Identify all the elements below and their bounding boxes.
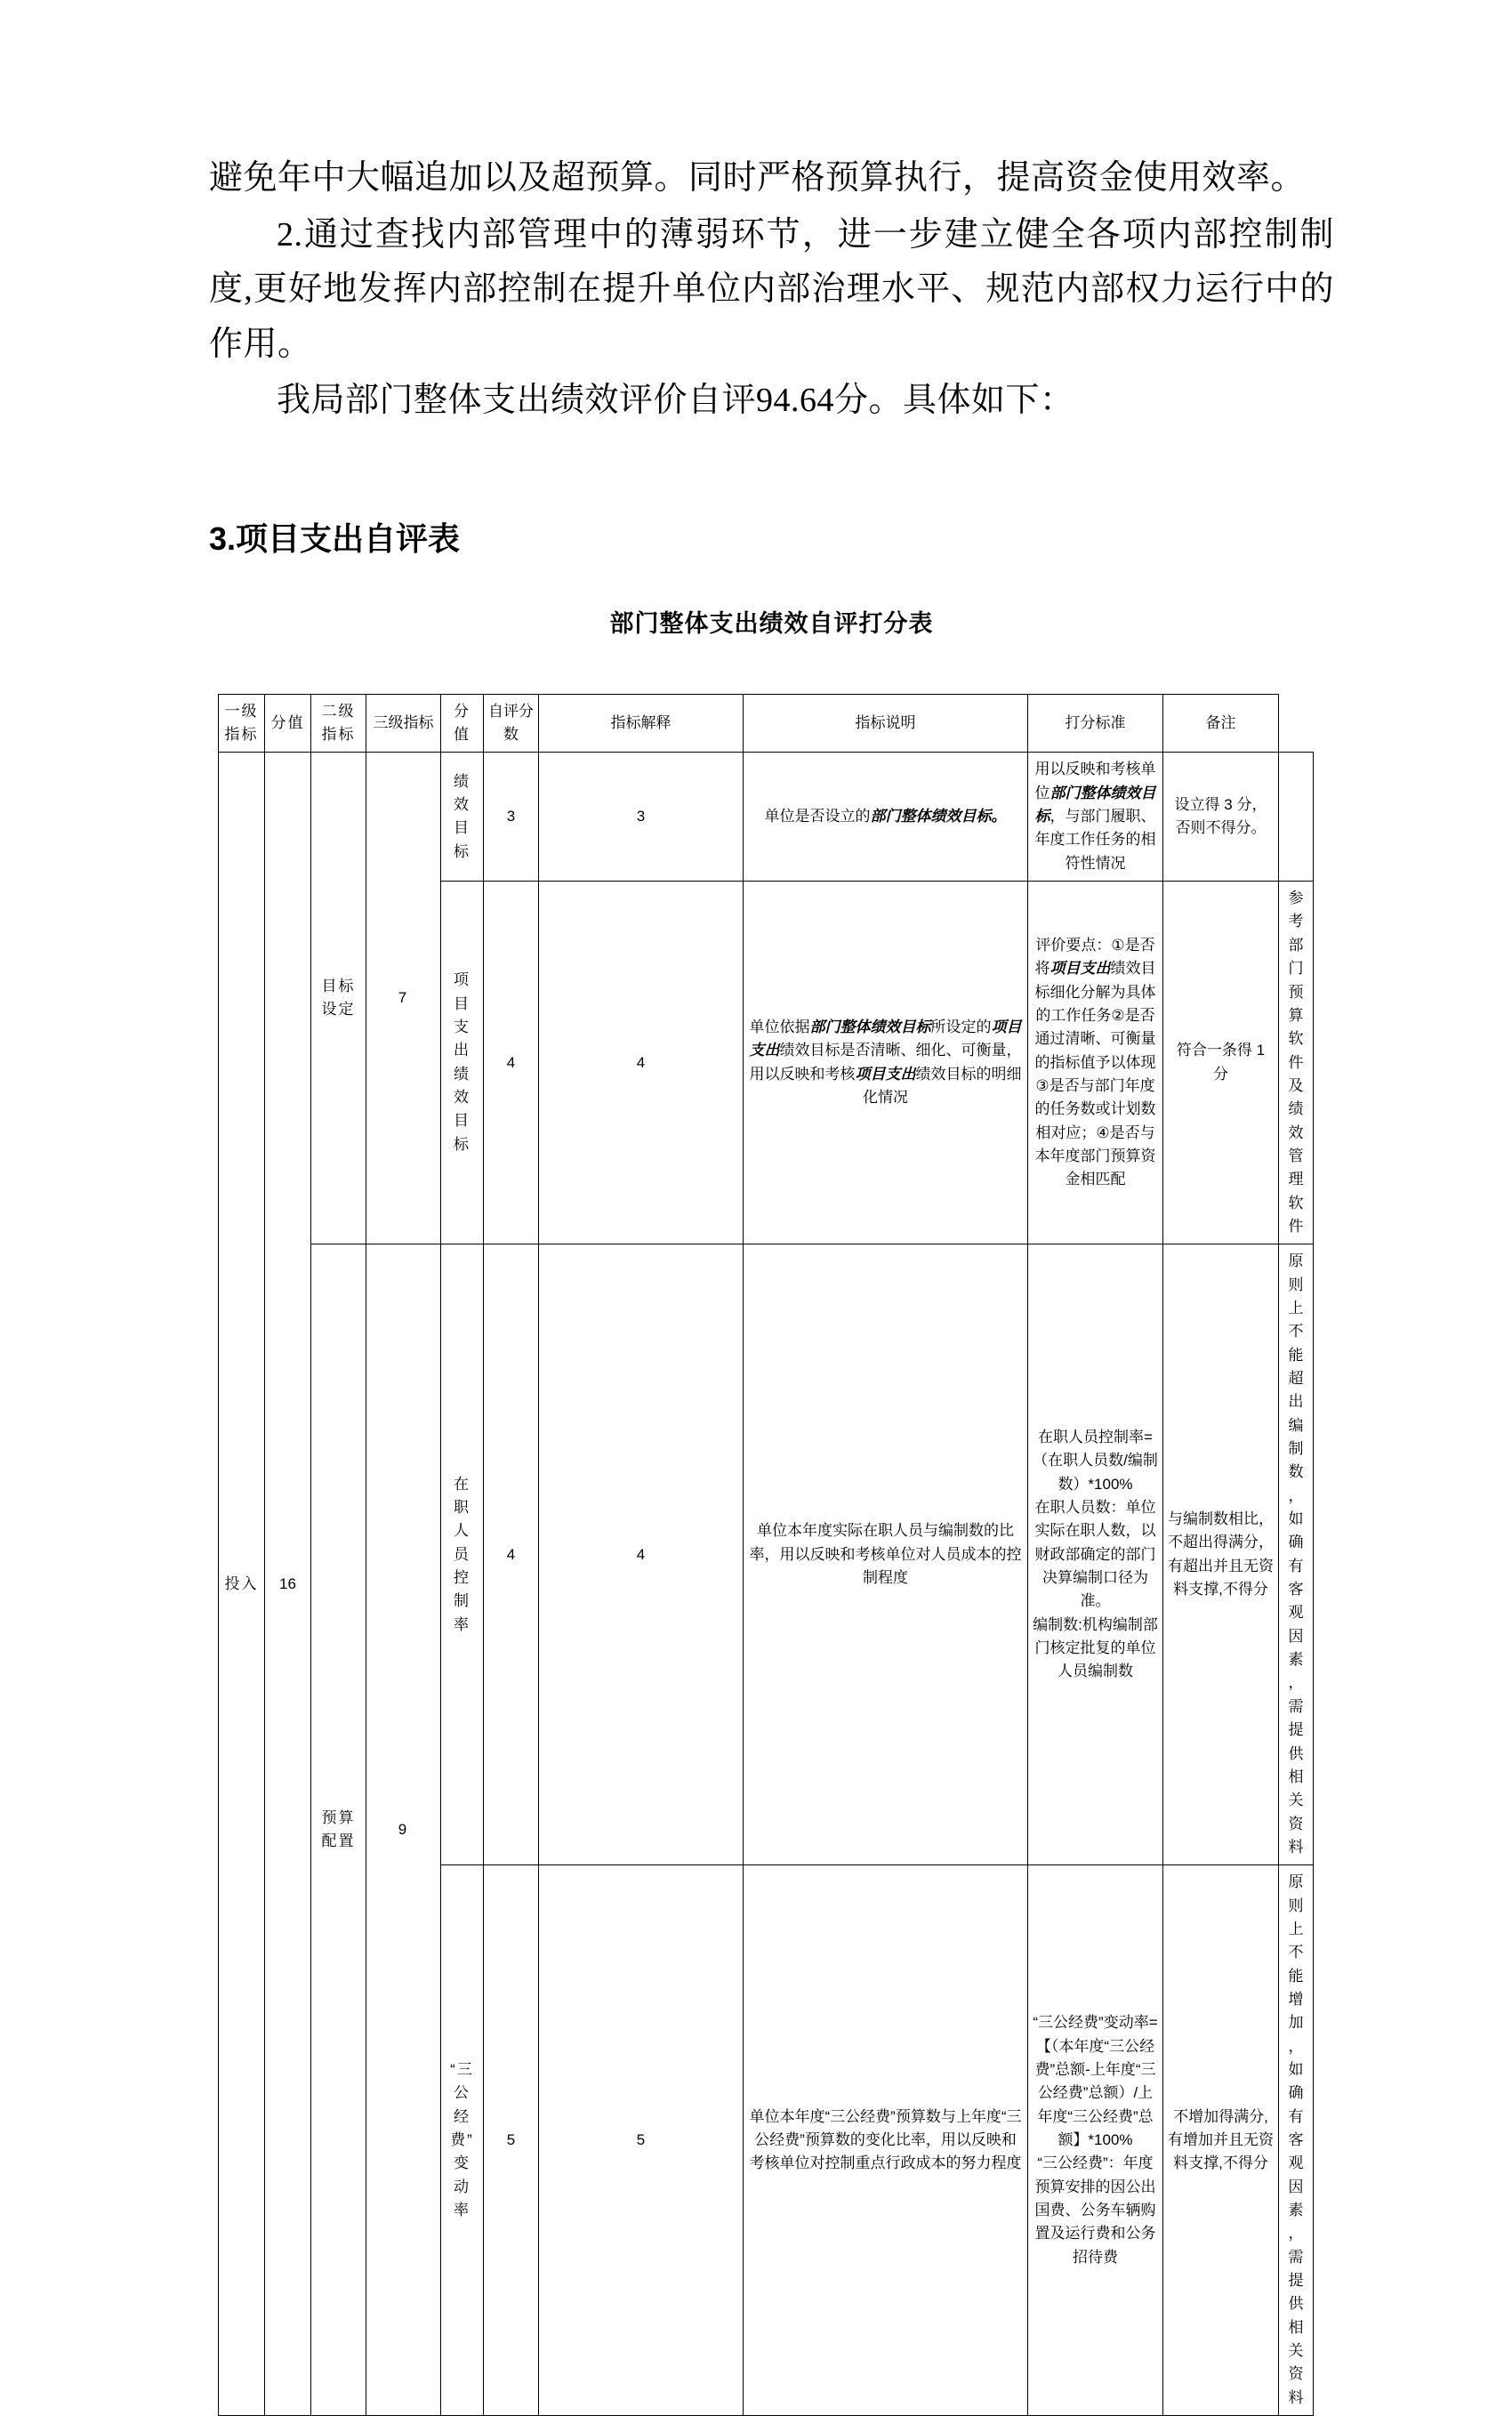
header-remark: 备注	[1163, 694, 1279, 753]
score-table-wrapper	[218, 694, 1334, 2416]
cell-indicator3-3: “三公经费”变动率	[441, 1865, 484, 2416]
cell-indicator3-1: 项目支出绩效目标	[441, 882, 484, 1244]
header-level3-indicator: 三级指标	[366, 694, 441, 753]
header-indicator-explain: 指标解释	[539, 694, 744, 753]
cell-remark-3: 原则上不能增加，如确有客观因素，需提供相关资料	[1279, 1865, 1314, 2416]
explain-text-bold: 部门整体绩效目标。	[870, 808, 1007, 825]
cell-indicator3-0: 绩效目标	[441, 753, 484, 882]
header-scoring-standard: 打分标准	[1028, 694, 1163, 753]
cell-description-3: “三公经费”变动率=【（本年度“三公经费”总额-上年度“三公经费”总额）/上年度“三公经费”总额】*100% “三公经费”：年度预算安排的因公出国费、公务车辆购置及运行费和公务招待费	[1028, 1865, 1163, 2416]
table-header-row	[219, 694, 1314, 753]
cell-level2-value-0: 7	[366, 753, 441, 1244]
cell-description-0: 用以反映和考核单位部门整体绩效目标，与部门履职、年度工作任务的相符性情况	[1028, 753, 1163, 882]
cell-standard-3: 不增加得满分,有增加并且无资料支撑,不得分	[1163, 1865, 1279, 2416]
cell-score-1: 4	[484, 882, 539, 1244]
cell-indicator3-2: 在职人员控制率	[441, 1244, 484, 1865]
table-row	[219, 1244, 1314, 1865]
header-level1-indicator: 一级指标	[219, 694, 265, 753]
cell-standard-1: 符合一条得 1 分	[1163, 882, 1279, 1244]
cell-explain-3: 单位本年度“三公经费”预算数与上年度“三公经费”预算数的变化比率，用以反映和考核单位对控制重点行政成本的努力程度	[744, 1865, 1028, 2416]
cell-self-score-3: 5	[539, 1865, 744, 2416]
section-heading: 3.项目支出自评表	[209, 519, 461, 557]
cell-score-3: 5	[484, 1865, 539, 2416]
score-table	[218, 694, 1314, 2416]
header-self-score: 自评分数	[484, 694, 539, 753]
paragraph-2: 2.通过查找内部管理中的薄弱环节，进一步建立健全各项内部控制制度,更好地发挥内部控制在提升单位内部治理水平、规范内部权力运行中的作用。	[209, 215, 1334, 363]
cell-score-0: 3	[484, 753, 539, 882]
header-indicator-description: 指标说明	[744, 694, 1028, 753]
cell-explain-2: 单位本年度实际在职人员与编制数的比率，用以反映和考核单位对人员成本的控制程度	[744, 1244, 1028, 1865]
header-level2-indicator: 二级指标	[311, 694, 366, 753]
cell-description-1: 评价要点：①是否将项目支出绩效目标细化分解为具体的工作任务②是否通过清晰、可衡量的指标值予以体现③是否与部门年度的任务数或计划数相对应；④是否与本年度部门预算资金相匹配	[1028, 882, 1163, 1244]
cell-explain-1: 单位依据部门整体绩效目标所设定的项目支出绩效目标是否清晰、细化、可衡量，用以反映和考核项目支出绩效目标的明细化情况	[744, 882, 1028, 1244]
cell-level2-label-1: 预算配置	[311, 1244, 366, 2416]
table-title: 部门整体支出绩效自评打分表	[609, 609, 934, 637]
cell-level1-value: 16	[265, 753, 311, 2416]
cell-remark-2: 原则上不能超出编制数，如确有客观因素，需提供相关资料	[1279, 1244, 1314, 1865]
header-score: 分值	[441, 694, 484, 753]
paragraph-1: 避免年中大幅追加以及超预算。同时严格预算执行，提高资金使用效率。	[209, 159, 1306, 197]
cell-level2-value-1: 9	[366, 1244, 441, 2416]
cell-self-score-0: 3	[539, 753, 744, 882]
cell-remark-1: 参考部门预算软件及绩效管理软件	[1279, 882, 1314, 1244]
table-row	[219, 753, 1314, 882]
cell-level1-label: 投入	[219, 753, 265, 2416]
cell-standard-2: 与编制数相比，不超出得满分，有超出并且无资料支撑,不得分	[1163, 1244, 1279, 1865]
header-level1-score: 分值	[265, 694, 311, 753]
cell-description-2: 在职人员控制率=（在职人员数/编制数）*100% 在职人员数：单位实际在职人数，以财政部确定的部门决算编制口径为准。 编制数:机构编制部门核定批复的单位人员编制数	[1028, 1244, 1163, 1865]
cell-score-2: 4	[484, 1244, 539, 1865]
paragraph-3: 我局部门整体支出绩效评价自评94.64分。具体如下：	[277, 382, 1074, 420]
explain-text-plain: 单位是否设立的	[764, 808, 871, 825]
cell-self-score-2: 4	[539, 1244, 744, 1865]
cell-explain-0	[744, 753, 1028, 882]
cell-standard-0: 设立得 3 分，否则不得分。	[1163, 753, 1279, 882]
cell-self-score-1: 4	[539, 882, 744, 1244]
cell-remark-0	[1279, 753, 1314, 882]
cell-level2-label-0: 目标设定	[311, 753, 366, 1244]
